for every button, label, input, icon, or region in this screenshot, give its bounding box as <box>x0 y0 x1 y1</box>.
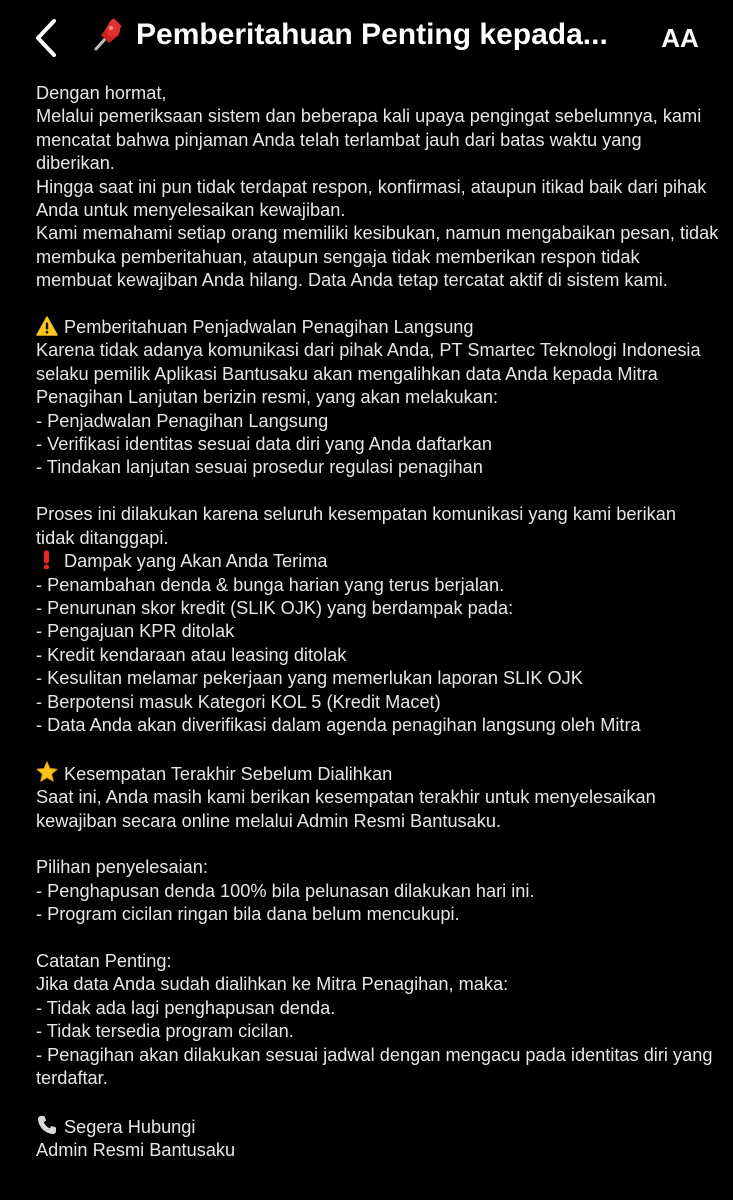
schedule-heading: Pemberitahuan Penjadwalan Penagihan Langsung <box>64 317 474 338</box>
text-line: membuat kewajiban Anda hilang. Data Anda tetap tercatat aktif di sistem kami. <box>36 270 668 291</box>
schedule-heading-row <box>36 316 711 339</box>
list-item: Pilihan penyelesaian: <box>36 857 208 878</box>
list-item: - Data Anda akan diverifikasi dalam agenda penagihan langsung oleh Mitra <box>36 714 641 735</box>
impact-heading: Dampak yang Akan Anda Terima <box>64 551 328 572</box>
list-item: - Tidak ada lagi penghapusan denda. <box>36 997 336 1018</box>
impact-heading-row <box>36 550 711 573</box>
list-item: - Tidak tersedia program cicilan. <box>36 1021 294 1042</box>
notes-list <box>36 950 711 1090</box>
telephone-icon <box>36 1114 58 1136</box>
list-item: - Penambahan denda & bunga harian yang terus berjalan. <box>36 574 505 595</box>
exclamation-icon <box>36 550 58 570</box>
list-item: Jika data Anda sudah dialihkan ke Mitra Penagihan, maka: <box>36 974 509 995</box>
page-title: Pemberitahuan Penting kepada... <box>136 18 608 51</box>
text-line: Admin Resmi Bantusaku <box>36 1140 236 1161</box>
text-line: diberikan. <box>36 153 115 174</box>
list-item: terdaftar. <box>36 1067 108 1088</box>
list-item: - Penurunan skor kredit (SLIK OJK) yang berdampak pada: <box>36 597 514 618</box>
last-chance-heading: Kesempatan Terakhir Sebelum Dialihkan <box>64 763 393 784</box>
text-line: Karena tidak adanya komunikasi dari pihak Anda, PT Smartec Teknologi Indonesia <box>36 340 701 361</box>
text-line: Anda untuk menyelesaikan kewajiban. <box>36 200 346 221</box>
process-paragraph <box>36 503 711 550</box>
text-line: mencatat bahwa pinjaman Anda telah terlambat jauh dari batas waktu yang <box>36 129 642 150</box>
contact-heading-row <box>36 1114 711 1139</box>
list-item: - Penghapusan denda 100% bila pelunasan dilakukan hari ini. <box>36 880 535 901</box>
text-line: Penagihan Lanjutan berizin resmi, yang akan melakukan: <box>36 387 499 408</box>
last-chance-paragraph <box>36 786 711 833</box>
list-item: - Penagihan akan dilakukan sesuai jadwal dengan mengacu pada identitas diri yang <box>36 1044 713 1065</box>
text-line: membuka pemberitahuan, ataupun sengaja tidak memberikan respon tidak <box>36 246 640 267</box>
warning-icon <box>36 316 58 336</box>
last-chance-heading-row <box>36 761 711 786</box>
nav-header <box>0 0 733 78</box>
list-item: - Kesulitan melamar pekerjaan yang memerlukan laporan SLIK OJK <box>36 668 583 689</box>
text-line: kewajiban secara online melalui Admin Resmi Bantusaku. <box>36 810 502 831</box>
list-item: - Program cicilan ringan bila dana belum mencukupi. <box>36 904 460 925</box>
text-line: Saat ini, Anda masih kami berikan kesempatan terakhir untuk menyelesaikan <box>36 787 656 808</box>
text-line: - Tindakan lanjutan sesuai prosedur regulasi penagihan <box>36 457 483 478</box>
star-icon <box>36 761 58 783</box>
message-body <box>36 82 719 1163</box>
font-size-label: AA <box>661 22 699 53</box>
list-item: - Kredit kendaraan atau leasing ditolak <box>36 644 347 665</box>
back-button[interactable] <box>26 14 66 62</box>
intro-paragraph <box>36 82 719 293</box>
contact-lines <box>36 1139 711 1162</box>
text-line: Dengan hormat, <box>36 83 167 103</box>
list-item: Catatan Penting: <box>36 950 172 971</box>
text-line: Proses ini dilakukan karena seluruh kesempatan komunikasi yang kami berikan <box>36 504 676 525</box>
text-line: Kami memahami setiap orang memiliki kesibukan, namun mengabaikan pesan, tidak <box>36 223 719 244</box>
text-line: - Verifikasi identitas sesuai data diri yang Anda daftarkan <box>36 434 492 455</box>
text-line: Hingga saat ini pun tidak terdapat respon, konfirmasi, ataupun itikad baik dari pihak <box>36 176 707 197</box>
chevron-left-icon <box>34 18 58 58</box>
schedule-paragraph <box>36 339 711 479</box>
text-line: Melalui pemeriksaan sistem dan beberapa kali upaya pengingat sebelumnya, kami <box>36 106 702 127</box>
pushpin-icon <box>92 18 126 52</box>
text-line: - Penjadwalan Penagihan Langsung <box>36 410 329 431</box>
page-title-wrap <box>92 18 652 52</box>
font-size-button[interactable] <box>652 18 708 58</box>
text-line: tidak ditanggapi. <box>36 527 169 548</box>
impact-list <box>36 574 711 738</box>
list-item: - Pengajuan KPR ditolak <box>36 621 235 642</box>
text-line: selaku pemilik Aplikasi Bantusaku akan mengalihkan data Anda kepada Mitra <box>36 363 658 384</box>
options-list <box>36 856 711 926</box>
list-item: - Berpotensi masuk Kategori KOL 5 (Kredit Macet) <box>36 691 441 712</box>
contact-heading: Segera Hubungi <box>64 1116 196 1137</box>
